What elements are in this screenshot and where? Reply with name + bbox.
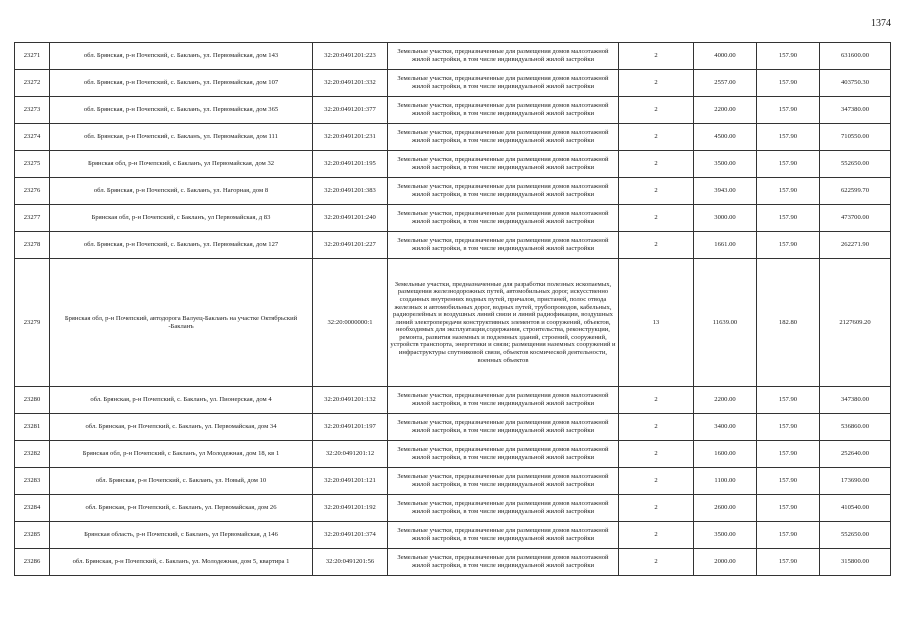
address-cell: обл. Брянская, р-н Почепский, с. Бакланъ, ул. Первомайская, дом 365 [50, 97, 313, 124]
specific-value-cell: 157.90 [757, 97, 820, 124]
specific-value-cell: 157.90 [757, 232, 820, 259]
row-number-cell: 23275 [15, 151, 50, 178]
table-row [15, 70, 891, 97]
area-cell: 4500.00 [694, 124, 757, 151]
area-cell: 2000.00 [694, 549, 757, 576]
table-row [15, 232, 891, 259]
address-cell: обл. Брянская, р-н Почепский, с. Бакланъ, ул. Нагорная, дом 8 [50, 178, 313, 205]
specific-value-cell: 157.90 [757, 468, 820, 495]
specific-value-cell: 157.90 [757, 205, 820, 232]
cadastral-number-cell: 32:20:0000000:1 [313, 259, 388, 387]
specific-value-cell: 157.90 [757, 124, 820, 151]
row-number-cell: 23273 [15, 97, 50, 124]
specific-value-cell: 157.90 [757, 70, 820, 97]
row-number-cell: 23278 [15, 232, 50, 259]
use-group-cell: 2 [619, 441, 694, 468]
cadastral-value-cell: 622599.70 [820, 178, 891, 205]
permitted-use-cell: Земельные участки, предназначенные для размещения домов малоэтажной жилой застройки, в том числе индивидуальной жилой застройки [388, 387, 619, 414]
cadastral-value-cell: 315800.00 [820, 549, 891, 576]
area-cell: 3500.00 [694, 151, 757, 178]
row-number-cell: 23285 [15, 522, 50, 549]
permitted-use-cell: Земельные участки, предназначенные для размещения домов малоэтажной жилой застройки, в том числе индивидуальной жилой застройки [388, 124, 619, 151]
table-row [15, 205, 891, 232]
table-row [15, 97, 891, 124]
cadastral-number-cell: 32:20:0491201:377 [313, 97, 388, 124]
table-row [15, 522, 891, 549]
table-row [15, 259, 891, 387]
permitted-use-cell: Земельные участки, предназначенные для размещения домов малоэтажной жилой застройки, в том числе индивидуальной жилой застройки [388, 70, 619, 97]
cadastral-value-cell: 2127609.20 [820, 259, 891, 387]
use-group-cell: 2 [619, 522, 694, 549]
cadastral-number-cell: 32:20:0491201:132 [313, 387, 388, 414]
cadastral-number-cell: 32:20:0491201:56 [313, 549, 388, 576]
address-cell: обл. Брянская, р-н Почепский, с. Бакланъ, ул. Первомайская, дом 107 [50, 70, 313, 97]
table-row [15, 43, 891, 70]
area-cell: 11639.00 [694, 259, 757, 387]
area-cell: 1600.00 [694, 441, 757, 468]
address-cell: обл. Брянская, р-н Почепский, с. Бакланъ, ул. Новый, дом 10 [50, 468, 313, 495]
cadastral-value-cell: 262271.90 [820, 232, 891, 259]
specific-value-cell: 157.90 [757, 522, 820, 549]
cadastral-number-cell: 32:20:0491201:332 [313, 70, 388, 97]
cadastral-value-cell: 552650.00 [820, 151, 891, 178]
area-cell: 1100.00 [694, 468, 757, 495]
permitted-use-cell: Земельные участки, предназначенные для размещения домов малоэтажной жилой застройки, в том числе индивидуальной жилой застройки [388, 414, 619, 441]
use-group-cell: 2 [619, 151, 694, 178]
address-cell: Брянская обл, р-н Почепский, автодорога Валуец-Бакланъ на участке Октябрьский -Бакланъ [50, 259, 313, 387]
cadastral-value-cell: 410540.00 [820, 495, 891, 522]
permitted-use-cell: Земельные участки, предназначенные для размещения домов малоэтажной жилой застройки, в том числе индивидуальной жилой застройки [388, 549, 619, 576]
cadastral-number-cell: 32:20:0491201:121 [313, 468, 388, 495]
table-row [15, 495, 891, 522]
row-number-cell: 23276 [15, 178, 50, 205]
use-group-cell: 13 [619, 259, 694, 387]
row-number-cell: 23284 [15, 495, 50, 522]
cadastral-number-cell: 32:20:0491201:192 [313, 495, 388, 522]
use-group-cell: 2 [619, 97, 694, 124]
specific-value-cell: 157.90 [757, 151, 820, 178]
cadastral-number-cell: 32:20:0491201:374 [313, 522, 388, 549]
permitted-use-cell: Земельные участки, предназначенные для размещения домов малоэтажной жилой застройки, в том числе индивидуальной жилой застройки [388, 522, 619, 549]
specific-value-cell: 157.90 [757, 43, 820, 70]
area-cell: 4000.00 [694, 43, 757, 70]
row-number-cell: 23280 [15, 387, 50, 414]
area-cell: 3500.00 [694, 522, 757, 549]
specific-value-cell: 157.90 [757, 441, 820, 468]
cadastral-value-cell: 403750.30 [820, 70, 891, 97]
address-cell: обл. Брянская, р-н Почепский, с. Бакланъ, ул. Молодежная, дом 5, квартира 1 [50, 549, 313, 576]
address-cell: Брянская обл, р-н Почепский, с Бакланъ, ул Молодежная, дом 18, кв 1 [50, 441, 313, 468]
cadastral-number-cell: 32:20:0491201:223 [313, 43, 388, 70]
row-number-cell: 23274 [15, 124, 50, 151]
address-cell: обл. Брянская, р-н Почепский, с. Бакланъ, ул. Пионерская, дом 4 [50, 387, 313, 414]
row-number-cell: 23281 [15, 414, 50, 441]
use-group-cell: 2 [619, 414, 694, 441]
use-group-cell: 2 [619, 387, 694, 414]
permitted-use-cell: Земельные участки, предназначенные для разработки полезных ископаемых, размещения железнодорожных путей, автомобильных дорог, искусственно созданных внутренних водных путей, причалов, пристаней, полос отвода железных и автомобильных дорог, водных путей, трубопроводов, кабельных, радиорелейных и воздушных линий связи и линий радиофикации, воздушных линий электропередачи конструктивных элементов и сооружений, объектов, необходимых для эксплуатации,содержания, строительства, реконструкции, ремонта, развития наземных и подземных зданий, строений, сооружений, устройств транспорта, энергетики и связи; размещения наземных сооружений и инфраструктуры спутниковой связи, объектов космической деятельности, военных объектов [388, 259, 619, 387]
cadastral-value-cell: 536860.00 [820, 414, 891, 441]
permitted-use-cell: Земельные участки, предназначенные для размещения домов малоэтажной жилой застройки, в том числе индивидуальной жилой застройки [388, 232, 619, 259]
address-cell: Брянская обл, р-н Почепский, с Бакланъ, ул Первомайская, дом 32 [50, 151, 313, 178]
table-row [15, 178, 891, 205]
registry-table [14, 42, 891, 576]
row-number-cell: 23283 [15, 468, 50, 495]
cadastral-value-cell: 347380.00 [820, 97, 891, 124]
address-cell: Брянская обл, р-н Почепский, с Бакланъ, ул Первомайская, д 83 [50, 205, 313, 232]
cadastral-value-cell: 552650.00 [820, 522, 891, 549]
cadastral-number-cell: 32:20:0491201:231 [313, 124, 388, 151]
area-cell: 2600.00 [694, 495, 757, 522]
address-cell: обл. Брянская, р-н Почепский, с. Бакланъ, ул. Первомайская, дом 34 [50, 414, 313, 441]
area-cell: 2200.00 [694, 387, 757, 414]
table-row [15, 124, 891, 151]
cadastral-number-cell: 32:20:0491201:227 [313, 232, 388, 259]
use-group-cell: 2 [619, 124, 694, 151]
table-row [15, 387, 891, 414]
address-cell: обл. Брянская, р-н Почепский, с. Бакланъ, ул. Первомайская, дом 111 [50, 124, 313, 151]
specific-value-cell: 157.90 [757, 495, 820, 522]
address-cell: обл. Брянская, р-н Почепский, с. Бакланъ, ул. Первомайская, дом 26 [50, 495, 313, 522]
cadastral-value-cell: 173690.00 [820, 468, 891, 495]
cadastral-number-cell: 32:20:0491201:197 [313, 414, 388, 441]
use-group-cell: 2 [619, 232, 694, 259]
permitted-use-cell: Земельные участки, предназначенные для размещения домов малоэтажной жилой застройки, в том числе индивидуальной жилой застройки [388, 205, 619, 232]
permitted-use-cell: Земельные участки, предназначенные для размещения домов малоэтажной жилой застройки, в том числе индивидуальной жилой застройки [388, 441, 619, 468]
address-cell: Брянская область, р-н Почепский, с Бакланъ, ул Первомайская, д 146 [50, 522, 313, 549]
permitted-use-cell: Земельные участки, предназначенные для размещения домов малоэтажной жилой застройки, в том числе индивидуальной жилой застройки [388, 495, 619, 522]
use-group-cell: 2 [619, 468, 694, 495]
table-row [15, 468, 891, 495]
specific-value-cell: 157.90 [757, 549, 820, 576]
area-cell: 3000.00 [694, 205, 757, 232]
row-number-cell: 23277 [15, 205, 50, 232]
use-group-cell: 2 [619, 549, 694, 576]
cadastral-number-cell: 32:20:0491201:240 [313, 205, 388, 232]
permitted-use-cell: Земельные участки, предназначенные для размещения домов малоэтажной жилой застройки, в том числе индивидуальной жилой застройки [388, 97, 619, 124]
cadastral-value-cell: 631600.00 [820, 43, 891, 70]
area-cell: 2200.00 [694, 97, 757, 124]
permitted-use-cell: Земельные участки, предназначенные для размещения домов малоэтажной жилой застройки, в том числе индивидуальной жилой застройки [388, 468, 619, 495]
page-number: 1374 [871, 18, 891, 29]
row-number-cell: 23271 [15, 43, 50, 70]
use-group-cell: 2 [619, 495, 694, 522]
permitted-use-cell: Земельные участки, предназначенные для размещения домов малоэтажной жилой застройки, в том числе индивидуальной жилой застройки [388, 151, 619, 178]
cadastral-number-cell: 32:20:0491201:195 [313, 151, 388, 178]
row-number-cell: 23279 [15, 259, 50, 387]
specific-value-cell: 157.90 [757, 414, 820, 441]
cadastral-number-cell: 32:20:0491201:383 [313, 178, 388, 205]
specific-value-cell: 182.80 [757, 259, 820, 387]
table-row [15, 151, 891, 178]
row-number-cell: 23286 [15, 549, 50, 576]
row-number-cell: 23272 [15, 70, 50, 97]
use-group-cell: 2 [619, 178, 694, 205]
use-group-cell: 2 [619, 43, 694, 70]
area-cell: 2557.00 [694, 70, 757, 97]
registry-table-body [15, 43, 891, 576]
permitted-use-cell: Земельные участки, предназначенные для размещения домов малоэтажной жилой застройки, в том числе индивидуальной жилой застройки [388, 43, 619, 70]
use-group-cell: 2 [619, 70, 694, 97]
address-cell: обл. Брянская, р-н Почепский, с. Бакланъ, ул. Первомайская, дом 143 [50, 43, 313, 70]
area-cell: 3400.00 [694, 414, 757, 441]
table-row [15, 441, 891, 468]
specific-value-cell: 157.90 [757, 387, 820, 414]
permitted-use-cell: Земельные участки, предназначенные для размещения домов малоэтажной жилой застройки, в том числе индивидуальной жилой застройки [388, 178, 619, 205]
use-group-cell: 2 [619, 205, 694, 232]
table-row [15, 549, 891, 576]
area-cell: 1661.00 [694, 232, 757, 259]
address-cell: обл. Брянская, р-н Почепский, с. Бакланъ, ул. Первомайская, дом 127 [50, 232, 313, 259]
cadastral-value-cell: 347380.00 [820, 387, 891, 414]
cadastral-value-cell: 710550.00 [820, 124, 891, 151]
table-row [15, 414, 891, 441]
cadastral-value-cell: 252640.00 [820, 441, 891, 468]
area-cell: 3943.00 [694, 178, 757, 205]
cadastral-number-cell: 32:20:0491201:12 [313, 441, 388, 468]
cadastral-value-cell: 473700.00 [820, 205, 891, 232]
row-number-cell: 23282 [15, 441, 50, 468]
specific-value-cell: 157.90 [757, 178, 820, 205]
